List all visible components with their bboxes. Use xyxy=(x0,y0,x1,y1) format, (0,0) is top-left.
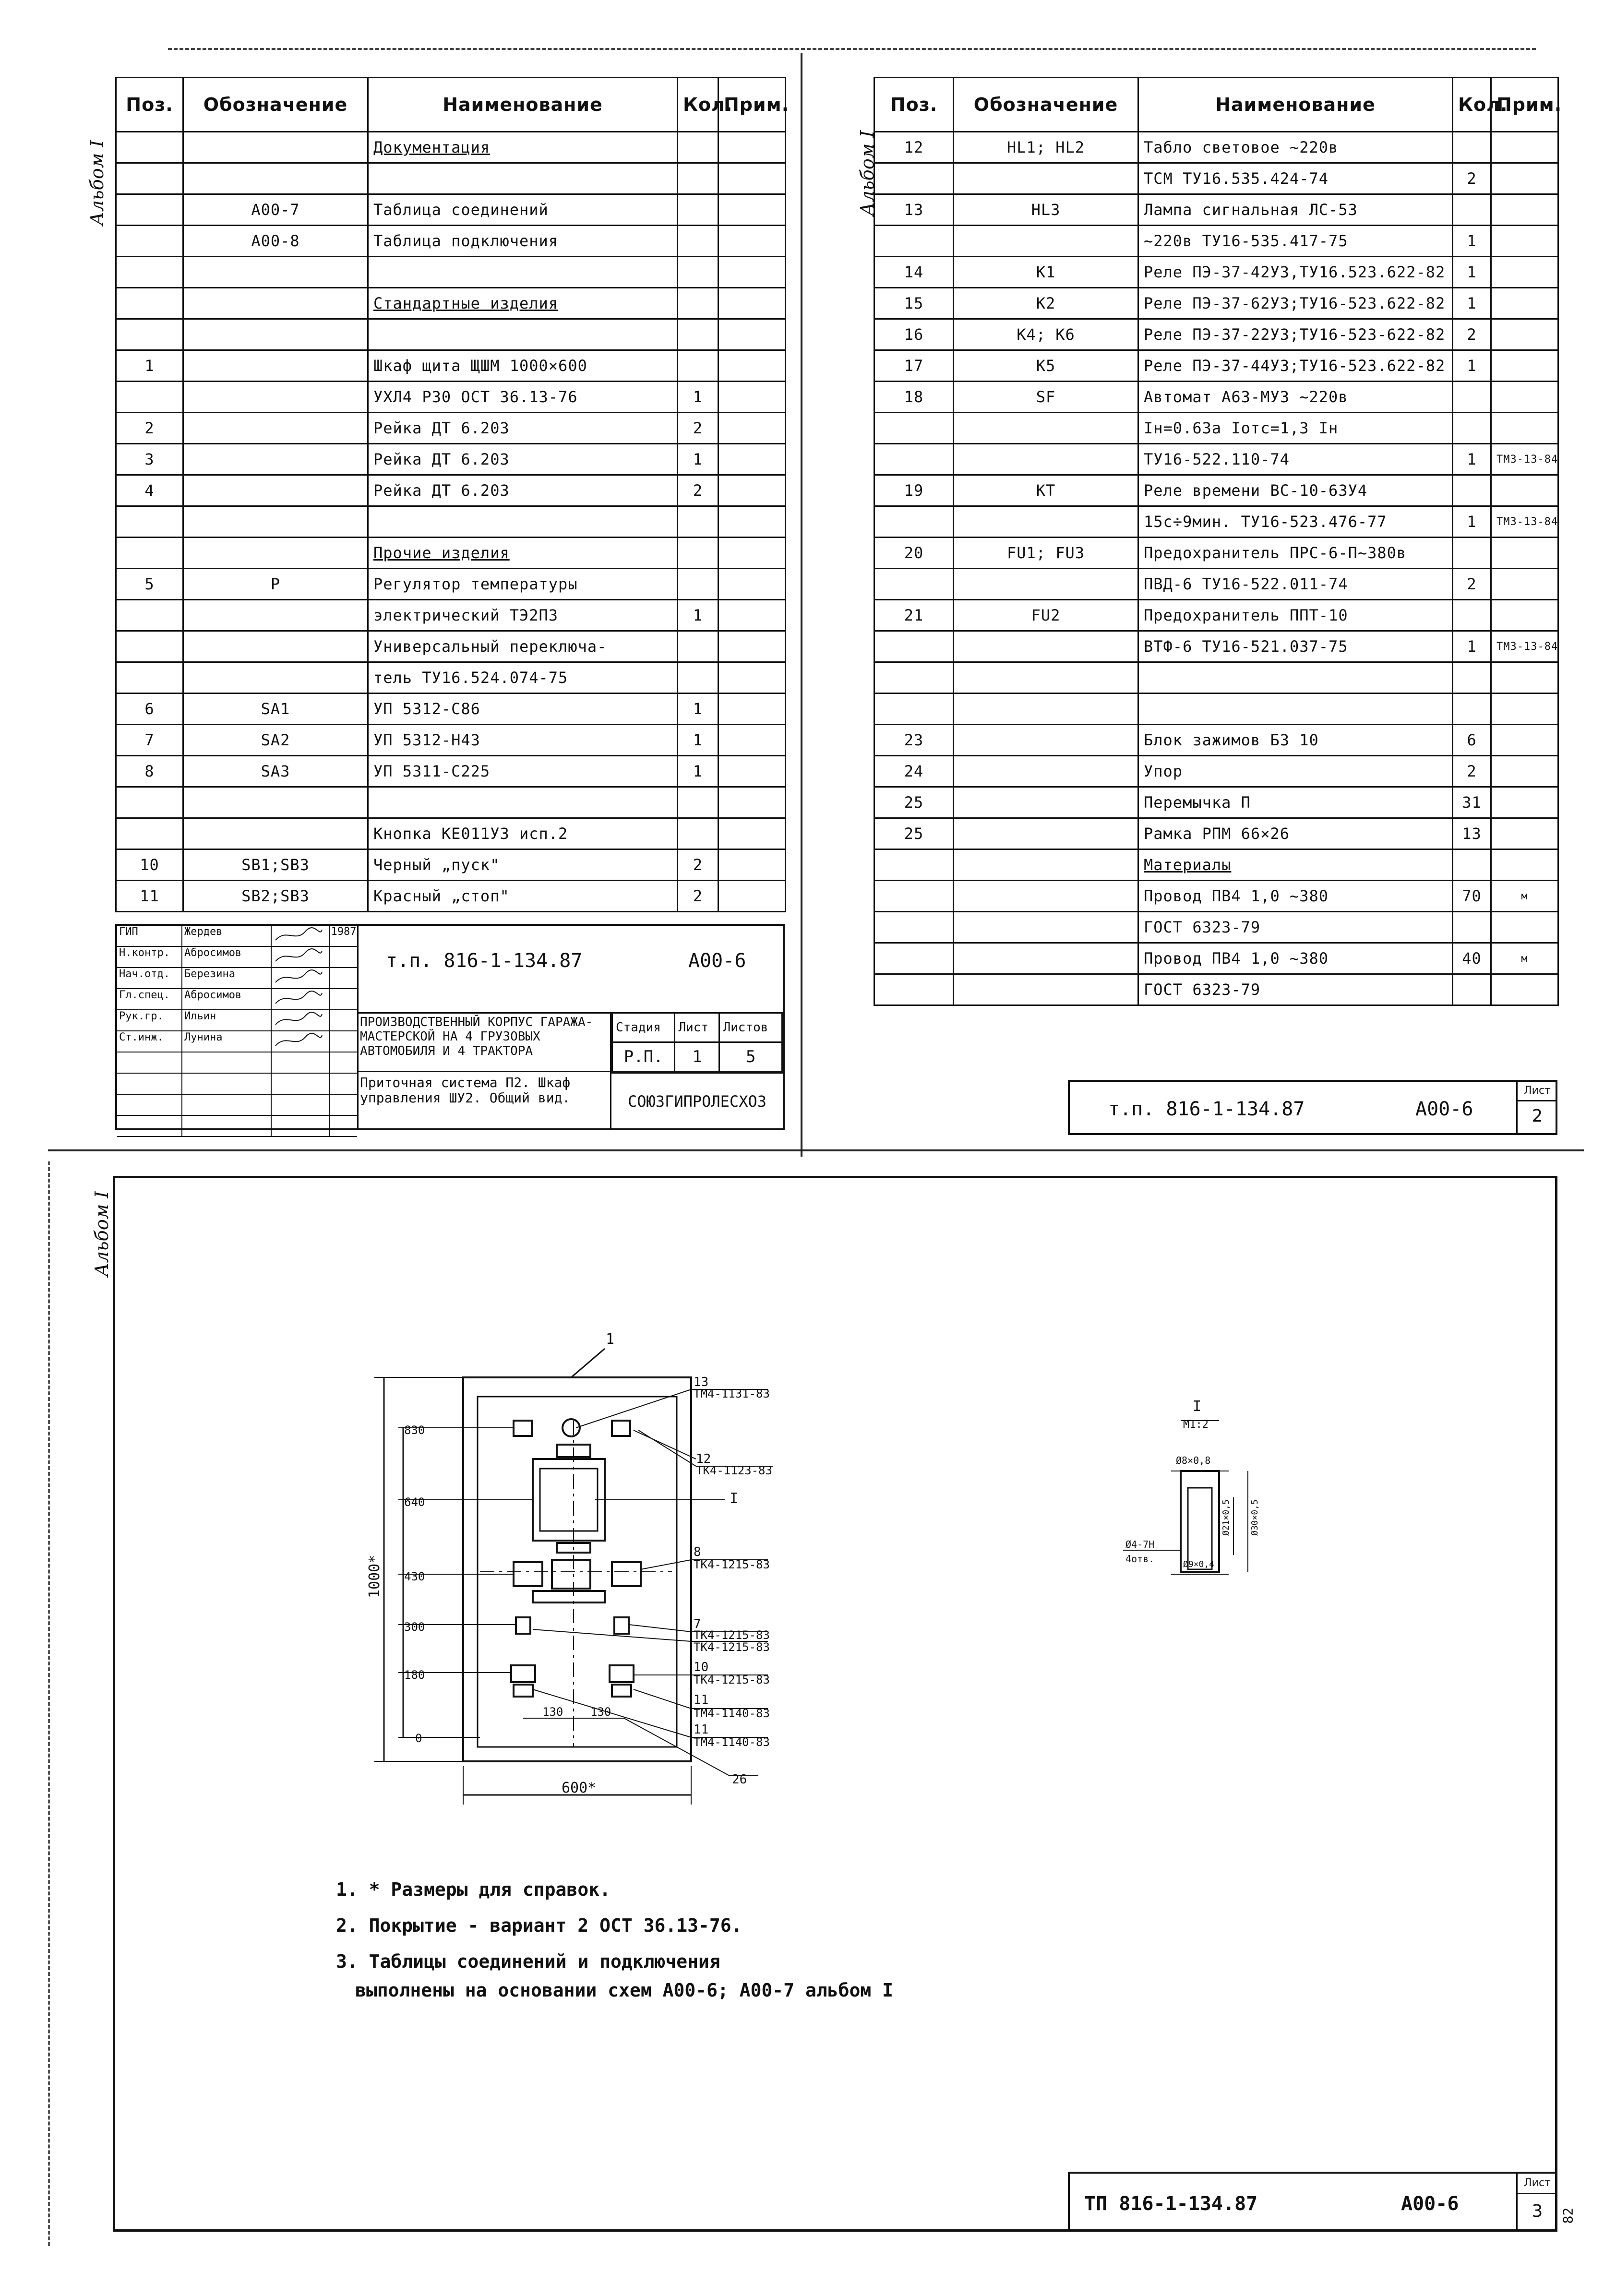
stamp-name: Ильин xyxy=(182,1010,272,1030)
detail-dim-1: Ø8×0,8 xyxy=(1176,1455,1211,1466)
detail-view-I xyxy=(1181,1471,1219,1572)
cell-qty: 1 xyxy=(678,756,718,787)
cell-name: УП 5311-С225 xyxy=(368,756,678,787)
sheet-number-2: 2 xyxy=(1532,1106,1543,1126)
cell-note: ТМ3-13-84 xyxy=(1491,506,1558,538)
cell-name: электрический ТЭ2П3 xyxy=(368,600,678,631)
sheet-number-3: 3 xyxy=(1532,2201,1543,2221)
device-sa3 xyxy=(612,1562,641,1586)
detail-dim-4: Ø9×0,4 xyxy=(1183,1559,1215,1569)
note-2: 2. Покрытие - вариант 2 ОСТ 36.13-76. xyxy=(336,1915,742,1936)
stage-label: Стадия xyxy=(612,1013,675,1042)
detail-scale: М1:2 xyxy=(1183,1419,1209,1431)
note-3-cont: выполнены на основании схем А00-6; А00-7 альбом I xyxy=(355,1980,894,2001)
cell-des: К5 xyxy=(954,350,1138,382)
cell-qty: 1 xyxy=(678,600,718,631)
cell-name: Лампа сигнальная ЛС-53 xyxy=(1138,194,1453,226)
column-header: Кол. xyxy=(1453,78,1491,132)
pos-1-label: 1 xyxy=(606,1331,615,1348)
cell-name: УП 5312-С86 xyxy=(368,694,678,725)
cell-des: SF xyxy=(954,382,1138,413)
label-11b: 11 xyxy=(694,1722,709,1737)
column-header: Обозначение xyxy=(183,78,368,132)
ref-9: ТК4-1215-83 xyxy=(694,1640,770,1654)
cell-pos: 12 xyxy=(874,132,954,163)
sheet-value: 1 xyxy=(675,1042,719,1072)
dim-430: 430 xyxy=(404,1570,425,1583)
cell-pos: 23 xyxy=(874,725,954,756)
cell-qty: 70 xyxy=(1453,881,1491,912)
sheet-label: Лист xyxy=(675,1013,719,1042)
doc-number-sheet3: ТП 816-1-134.87 xyxy=(1084,2193,1258,2215)
cell-pos: 16 xyxy=(874,319,954,350)
cell-qty: 1 xyxy=(1453,506,1491,538)
cell-pos: 5 xyxy=(116,569,183,600)
column-header: Кол. xyxy=(678,78,718,132)
cell-des: Р xyxy=(183,569,368,600)
stage-value: Р.П. xyxy=(612,1042,675,1072)
sheets-value: 5 xyxy=(719,1042,782,1072)
sheet-label-2: Лист xyxy=(1518,1082,1557,1101)
column-header: Наименование xyxy=(1138,78,1453,132)
column-header: Прим. xyxy=(718,78,786,132)
cell-qty: 2 xyxy=(1453,319,1491,350)
label-7: 7 xyxy=(694,1617,701,1631)
stamp-name: Жердев xyxy=(182,926,272,946)
cell-pos: 7 xyxy=(116,725,183,756)
device-hl1 xyxy=(514,1421,532,1436)
albom-label-1: Альбом I xyxy=(86,140,108,226)
cell-qty: 1 xyxy=(1453,257,1491,288)
column-header: Прим. xyxy=(1491,78,1558,132)
ref-11a: ТМ4-1140-83 xyxy=(694,1707,770,1720)
cell-pos: 14 xyxy=(874,257,954,288)
stamp-role: Рук.гр. xyxy=(117,1010,182,1030)
dim-830: 830 xyxy=(404,1423,425,1437)
cell-qty: 2 xyxy=(678,475,718,506)
cell-name: Перемычка П xyxy=(1138,787,1453,818)
cell-pos: 1 xyxy=(116,350,183,382)
stamp-role: Нач.отд. xyxy=(117,968,182,988)
cell-pos: 10 xyxy=(116,849,183,881)
title-block-sheet3 xyxy=(1068,2172,1557,2232)
cell-name: Табло световое ~220в xyxy=(1138,132,1453,163)
cell-name: Автомат А63-МУЗ ~220в xyxy=(1138,382,1453,413)
cell-name: Упор xyxy=(1138,756,1453,787)
cell-qty: 1 xyxy=(1453,350,1491,382)
cell-name: ПВД-6 ТУ16-522.011-74 xyxy=(1138,569,1453,600)
stamp-name: Абросимов xyxy=(182,947,272,967)
dim-640: 640 xyxy=(404,1495,425,1509)
doc-code-sheet2: А00-6 xyxy=(1415,1098,1473,1120)
cell-name: Провод ПВ4 1,0 ~380 xyxy=(1138,881,1453,912)
column-header: Поз. xyxy=(116,78,183,132)
dim-180: 180 xyxy=(404,1668,425,1682)
dim-bottom-2: 130 xyxy=(590,1705,611,1719)
cell-name: Красный „стоп" xyxy=(368,881,678,912)
cell-name: Регулятор температуры xyxy=(368,569,678,600)
cell-qty: 1 xyxy=(1453,288,1491,319)
ref-7: ТК4-1215-83 xyxy=(694,1628,770,1642)
cell-name: Iн=0.63а Iотс=1,3 Iн xyxy=(1138,413,1453,444)
albom-label-3: Альбом I xyxy=(91,1191,112,1277)
cell-name: Шкаф щита ЩШМ 1000×600 xyxy=(368,350,678,382)
cell-qty: 31 xyxy=(1453,787,1491,818)
detail-note-2: 4отв. xyxy=(1125,1553,1155,1565)
cell-des: SB1;SB3 xyxy=(183,849,368,881)
sheet-label-3: Лист xyxy=(1518,2174,1557,2194)
dim-bottom-1: 130 xyxy=(542,1705,563,1719)
cell-name: Рейка ДТ 6.203 xyxy=(368,413,678,444)
cell-name: Реле ПЭ-37-22УЗ;ТУ16-523-622-82 xyxy=(1138,319,1453,350)
cell-pos: 25 xyxy=(874,818,954,849)
detail-view-label: I xyxy=(1193,1398,1202,1415)
cell-name: Провод ПВ4 1,0 ~380 xyxy=(1138,943,1453,974)
stamp-name: Лунина xyxy=(182,1031,272,1052)
cell-note: ТМ3-13-84 xyxy=(1491,631,1558,662)
cell-name: Таблица подключения xyxy=(368,226,678,257)
detail-dim-3: Ø30×0,5 xyxy=(1250,1499,1260,1536)
cell-qty: 2 xyxy=(1453,163,1491,194)
stamp-name: Абросимов xyxy=(182,989,272,1009)
cell-des: SA1 xyxy=(183,694,368,725)
note-1: 1. * Размеры для справок. xyxy=(336,1879,610,1900)
doc-code-sheet1: А00-6 xyxy=(688,950,746,972)
cell-des: А00-7 xyxy=(183,194,368,226)
cell-name: Универсальный переключа- xyxy=(368,631,678,662)
cell-name: Черный „пуск" xyxy=(368,849,678,881)
drawing-title: Приточная система П2. Шкаф управления ШУ2. Общий вид. xyxy=(357,1072,611,1130)
cell-name: тель ТУ16.524.074-75 xyxy=(368,662,678,694)
doc-number-sheet1: т.п. 816-1-134.87 xyxy=(386,950,583,972)
detail-note-1: Ø4-7Н xyxy=(1125,1539,1155,1550)
cell-pos: 25 xyxy=(874,787,954,818)
cell-pos: 24 xyxy=(874,756,954,787)
label-12: 12 xyxy=(696,1452,711,1466)
cell-name: Реле времени ВС-10-63У4 xyxy=(1138,475,1453,506)
cell-pos: 19 xyxy=(874,475,954,506)
cell-name: Документация xyxy=(368,132,678,163)
cell-des: КТ xyxy=(954,475,1138,506)
cell-qty: 1 xyxy=(1453,444,1491,475)
cell-des: SB2;SB3 xyxy=(183,881,368,912)
cell-name: Реле ПЭ-37-62УЗ;ТУ16-523.622-82 xyxy=(1138,288,1453,319)
stamp-role: Н.контр. xyxy=(117,947,182,967)
cell-name: Таблица соединений xyxy=(368,194,678,226)
cell-des: А00-8 xyxy=(183,226,368,257)
stamp-role: ГИП xyxy=(117,926,182,946)
cell-name: Стандартные изделия xyxy=(368,288,678,319)
cell-note: ТМ3-13-84 xyxy=(1491,444,1558,475)
cell-qty: 1 xyxy=(678,725,718,756)
device-relay xyxy=(533,1459,605,1541)
cell-des: FU1; FU3 xyxy=(954,538,1138,569)
cell-name: Блок зажимов БЗ 10 xyxy=(1138,725,1453,756)
dim-width: 600* xyxy=(562,1780,597,1796)
cell-name: Реле ПЭ-37-42УЗ,ТУ16.523.622-82 xyxy=(1138,257,1453,288)
dim-0: 0 xyxy=(415,1732,422,1745)
cell-qty: 1 xyxy=(1453,631,1491,662)
cell-name: ТСМ ТУ16.535.424-74 xyxy=(1138,163,1453,194)
cell-name: Кнопка КЕ011УЗ исп.2 xyxy=(368,818,678,849)
cell-qty: 1 xyxy=(678,382,718,413)
label-11a: 11 xyxy=(694,1693,709,1707)
cell-pos: 6 xyxy=(116,694,183,725)
cell-qty: 1 xyxy=(678,694,718,725)
stamp-role: Гл.спец. xyxy=(117,989,182,1009)
label-8: 8 xyxy=(694,1545,701,1559)
organization: СОЮЗГИПРОЛЕСХОЗ xyxy=(628,1092,766,1111)
cell-pos: 13 xyxy=(874,194,954,226)
cell-name: ГОСТ 6323-79 xyxy=(1138,912,1453,943)
cell-des: HL1; HL2 xyxy=(954,132,1138,163)
cell-name: ~220в ТУ16-535.417-75 xyxy=(1138,226,1453,257)
cell-des: К4; К6 xyxy=(954,319,1138,350)
column-header: Поз. xyxy=(874,78,954,132)
cell-name: УП 5312-Н43 xyxy=(368,725,678,756)
cell-name: ВТФ-6 ТУ16-521.037-75 xyxy=(1138,631,1453,662)
cell-des: FU2 xyxy=(954,600,1138,631)
cell-des: К1 xyxy=(954,257,1138,288)
cell-pos: 8 xyxy=(116,756,183,787)
stamp-year: 1987 xyxy=(331,926,357,938)
cell-qty: 1 xyxy=(678,444,718,475)
cell-name: Материалы xyxy=(1138,849,1453,881)
doc-code-sheet3: А00-6 xyxy=(1401,2193,1459,2215)
device-sa1 xyxy=(514,1562,542,1586)
cell-des: SA2 xyxy=(183,725,368,756)
edge-mark: 82 xyxy=(1560,2207,1576,2224)
label-13: 13 xyxy=(694,1375,709,1389)
device-sa2 xyxy=(552,1560,590,1589)
cell-des: К2 xyxy=(954,288,1138,319)
cell-note: м xyxy=(1491,881,1558,912)
cell-name: ТУ16-522.110-74 xyxy=(1138,444,1453,475)
cell-name: УХЛ4 Р30 ОСТ 36.13-76 xyxy=(368,382,678,413)
albom-label-2: Альбом I xyxy=(857,130,878,216)
ref-8: ТК4-1215-83 xyxy=(694,1558,770,1571)
cell-pos: 2 xyxy=(116,413,183,444)
ref-11b: ТМ4-1140-83 xyxy=(694,1735,770,1749)
cell-qty: 13 xyxy=(1453,818,1491,849)
cell-qty: 2 xyxy=(678,849,718,881)
label-view-i: I xyxy=(730,1490,739,1507)
dim-300: 300 xyxy=(404,1620,425,1634)
device-hl2 xyxy=(612,1421,630,1436)
cell-name: Реле ПЭ-37-44УЗ;ТУ16-523.622-82 xyxy=(1138,350,1453,382)
cell-pos: 11 xyxy=(116,881,183,912)
column-header: Наименование xyxy=(368,78,678,132)
cell-pos: 3 xyxy=(116,444,183,475)
cell-des: SA3 xyxy=(183,756,368,787)
stamp-role: Ст.инж. xyxy=(117,1031,182,1052)
dim-height: 1000* xyxy=(366,1555,383,1598)
cell-pos: 4 xyxy=(116,475,183,506)
cell-name: Предохранитель ПРС-6-П~380в xyxy=(1138,538,1453,569)
cell-name: Рейка ДТ 6.203 xyxy=(368,444,678,475)
column-header: Обозначение xyxy=(954,78,1138,132)
cell-note: м xyxy=(1491,943,1558,974)
cell-pos: 18 xyxy=(874,382,954,413)
cell-pos: 17 xyxy=(874,350,954,382)
cell-qty: 2 xyxy=(1453,756,1491,787)
cell-qty: 2 xyxy=(678,413,718,444)
ref-13: ТМ4-1131-83 xyxy=(694,1387,770,1400)
cell-pos: 21 xyxy=(874,600,954,631)
cell-des: HL3 xyxy=(954,194,1138,226)
cell-name: Прочие изделия xyxy=(368,538,678,569)
project-name: ПРОИЗВОДСТВЕННЫЙ КОРПУС ГАРАЖА-МАСТЕРСКОЙ НА 4 ГРУЗОВЫХ АВТОМОБИЛЯ И 4 ТРАКТОРА xyxy=(357,1012,611,1072)
stamp-name: Березина xyxy=(182,968,272,988)
sheets-label: Листов xyxy=(719,1013,782,1042)
label-26: 26 xyxy=(732,1772,747,1787)
note-3: 3. Таблицы соединений и подключения xyxy=(336,1951,720,1972)
cell-qty: 6 xyxy=(1453,725,1491,756)
cell-name: Рамка РПМ 66×26 xyxy=(1138,818,1453,849)
label-10: 10 xyxy=(694,1660,709,1674)
cell-name: Рейка ДТ 6.203 xyxy=(368,475,678,506)
cell-qty: 1 xyxy=(1453,226,1491,257)
cell-qty: 2 xyxy=(1453,569,1491,600)
cell-pos: 20 xyxy=(874,538,954,569)
detail-dim-2: Ø21×0,5 xyxy=(1221,1499,1231,1536)
cell-name: 15с÷9мин. ТУ16-523.476-77 xyxy=(1138,506,1453,538)
doc-number-sheet2: т.п. 816-1-134.87 xyxy=(1108,1098,1305,1120)
ref-10: ТК4-1215-83 xyxy=(694,1673,770,1686)
cell-name: ГОСТ 6323-79 xyxy=(1138,974,1453,1005)
cell-name: Предохранитель ППТ-10 xyxy=(1138,600,1453,631)
cell-pos: 15 xyxy=(874,288,954,319)
cell-qty: 2 xyxy=(678,881,718,912)
ref-12: ТК4-1123-83 xyxy=(696,1464,772,1477)
cell-qty: 40 xyxy=(1453,943,1491,974)
